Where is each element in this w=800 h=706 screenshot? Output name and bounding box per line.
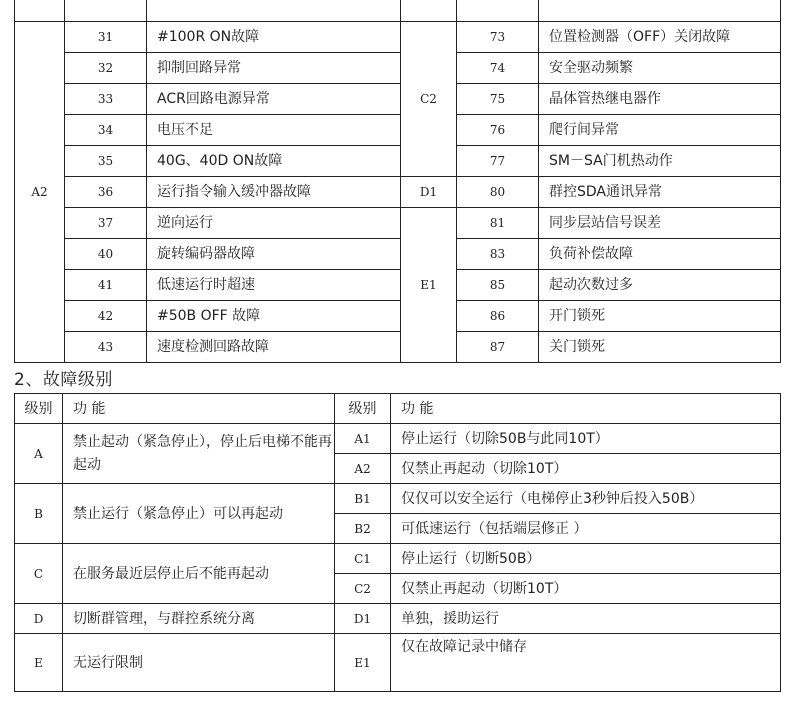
- fault-code: 37: [65, 208, 147, 239]
- fault-code: 77: [457, 146, 539, 177]
- fault-code: 34: [65, 115, 147, 146]
- table-row: [15, 332, 781, 363]
- fault-code: 43: [65, 332, 147, 363]
- table-row: [15, 544, 781, 574]
- fault-desc: 抑制回路异常: [147, 53, 401, 84]
- table-row: [15, 84, 781, 115]
- fault-desc: 晶体管热继电器作: [539, 84, 781, 115]
- fault-code: 73: [457, 22, 539, 53]
- fault-desc: 开门锁死: [539, 301, 781, 332]
- sublevel-desc: 仅禁止再起动（切断10T）: [391, 574, 781, 604]
- table-row: [15, 146, 781, 177]
- fault-code: 87: [457, 332, 539, 363]
- table-row: [15, 634, 781, 692]
- fault-code: 41: [65, 270, 147, 301]
- fault-desc: 运行指令输入缓冲器故障: [147, 177, 401, 208]
- fault-code: 33: [65, 84, 147, 115]
- fault-code-table: [14, 0, 781, 363]
- fault-desc: 位置检测器（OFF）关闭故障: [539, 22, 781, 53]
- fault-code: 80: [457, 177, 539, 208]
- fault-code: 75: [457, 84, 539, 115]
- table-row: [15, 177, 781, 208]
- sublevel-code: B1: [335, 484, 391, 514]
- group-cell: D1: [401, 177, 457, 208]
- table-row: [15, 301, 781, 332]
- sublevel-desc: 可低速运行（包括端层修正 ）: [391, 514, 781, 544]
- fault-desc: 安全驱动频繁: [539, 53, 781, 84]
- fault-desc: ACR回路电源异常: [147, 84, 401, 115]
- level-cell: B: [15, 484, 63, 544]
- fault-code: 40: [65, 239, 147, 270]
- fault-code: 74: [457, 53, 539, 84]
- fault-desc: 逆向运行: [147, 208, 401, 239]
- column-header: 级别: [15, 394, 63, 424]
- fault-desc: 速度检测回路故障: [147, 332, 401, 363]
- table-row: [15, 115, 781, 146]
- table-row: [15, 424, 781, 454]
- column-header: 功 能: [63, 394, 335, 424]
- table-row: [15, 53, 781, 84]
- level-cell: A: [15, 424, 63, 484]
- fault-code: 31: [65, 22, 147, 53]
- group-cell: C2: [401, 22, 457, 177]
- fault-desc: SM－SA门机热动作: [539, 146, 781, 177]
- fault-desc: 40G、40D ON故障: [147, 146, 401, 177]
- sublevel-code: A2: [335, 454, 391, 484]
- fault-desc: #100R ON故障: [147, 22, 401, 53]
- level-cell: C: [15, 544, 63, 604]
- table-row: [15, 239, 781, 270]
- sublevel-code: C1: [335, 544, 391, 574]
- sublevel-code: D1: [335, 604, 391, 634]
- fault-code: 32: [65, 53, 147, 84]
- table-header-row: [15, 394, 781, 424]
- table-row: [15, 208, 781, 239]
- table-row: [15, 484, 781, 514]
- fault-code: 83: [457, 239, 539, 270]
- fault-desc: 同步层站信号误差: [539, 208, 781, 239]
- sublevel-code: E1: [335, 634, 391, 692]
- sublevel-desc: 仅禁止再起动（切除10T）: [391, 454, 781, 484]
- level-desc: 禁止起动（紧急停止），停止后电梯不能再起动: [63, 424, 335, 484]
- group-cell: A2: [15, 22, 65, 363]
- group-cell: E1: [401, 208, 457, 363]
- level-cell: E: [15, 634, 63, 692]
- table-row: [15, 270, 781, 301]
- sublevel-desc: 单独，援助运行: [391, 604, 781, 634]
- fault-code: 35: [65, 146, 147, 177]
- fault-code: 85: [457, 270, 539, 301]
- sublevel-code: C2: [335, 574, 391, 604]
- fault-code: 36: [65, 177, 147, 208]
- level-desc: 无运行限制: [63, 634, 335, 692]
- fault-desc: 爬行间异常: [539, 115, 781, 146]
- fault-desc: #50B OFF 故障: [147, 301, 401, 332]
- fault-code: 86: [457, 301, 539, 332]
- level-desc: 禁止运行（紧急停止）可以再起动: [63, 484, 335, 544]
- sublevel-code: A1: [335, 424, 391, 454]
- fault-code: 81: [457, 208, 539, 239]
- level-desc: 切断群管理，与群控系统分离: [63, 604, 335, 634]
- fault-desc: 低速运行时超速: [147, 270, 401, 301]
- fault-level-table: [14, 393, 781, 692]
- fault-desc: 起动次数过多: [539, 270, 781, 301]
- table-row: [15, 22, 781, 53]
- column-header: 功 能: [391, 394, 781, 424]
- fault-desc: 旋转编码器故障: [147, 239, 401, 270]
- table-row: [15, 604, 781, 634]
- fault-desc: 负荷补偿故障: [539, 239, 781, 270]
- fault-desc: 群控SDA通讯异常: [539, 177, 781, 208]
- section-title: 2、故障级别: [14, 370, 113, 390]
- fault-desc: 电压不足: [147, 115, 401, 146]
- level-cell: D: [15, 604, 63, 634]
- level-desc: 在服务最近层停止后不能再起动: [63, 544, 335, 604]
- sublevel-desc: 停止运行（切除50B与此同10T）: [391, 424, 781, 454]
- sublevel-desc: 仅在故障记录中储存: [391, 634, 781, 692]
- sublevel-desc: 停止运行（切断50B）: [391, 544, 781, 574]
- sublevel-code: B2: [335, 514, 391, 544]
- fault-code: 42: [65, 301, 147, 332]
- fault-desc: 关门锁死: [539, 332, 781, 363]
- sublevel-desc: 仅仅可以安全运行（电梯停止3秒钟后投入50B）: [391, 484, 781, 514]
- fault-code: 76: [457, 115, 539, 146]
- column-header: 级别: [335, 394, 391, 424]
